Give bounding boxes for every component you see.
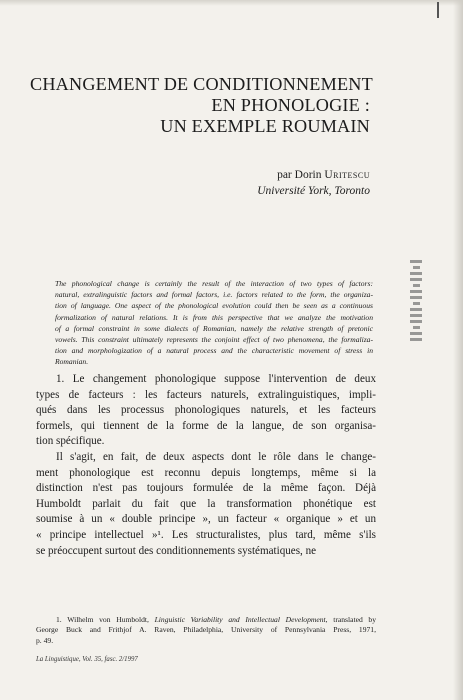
author-surname: Uritescu [324,169,370,181]
author-line [200,167,370,183]
paragraph-2-line: Il s'agit, en fait, de deux aspects dont le rôle dans le change- [56,450,376,463]
abstract-line: natural, extralinguistic factors and formal factors, i.e. factors related to the form, the organiza- [55,290,373,300]
article-title [30,74,373,137]
abstract-line: tion and morphologization of a natural process and the characteristic movement of stress in [55,346,373,356]
title-line-2: EN PHONOLOGIE : [211,95,370,115]
title-line-3: UN EXEMPLE ROUMAIN [160,116,370,136]
paragraph-2-line: « principe intellectuel »¹. Les structuralistes, plus tard, même s'ils [36,528,376,541]
journal-citation: La Linguistique, Vol. 35, fasc. 2/1997 [36,656,138,663]
abstract-line: vowels. This constraint ultimately represents the conjoint effect of two phenomena, the formaliza- [55,334,373,344]
paragraph-2-line: distinction n'est pas toujours formulée de la même façon. Déjà [36,482,376,495]
body-text [36,372,376,559]
footnote-line: George Buck and Frithjof A. Raven, Philadelphia, University of Pennsylvania Press, 1971, [36,625,376,635]
page-top-shadow [0,0,463,6]
abstract [55,278,373,368]
paragraph-1-line: 1. Le changement phonologique suppose l'intervention de deux [56,373,376,385]
title-line-1: CHANGEMENT DE CONDITIONNEMENT [30,74,373,94]
paragraph-2-line: soumise à un « double principe », un facteur « organique » et un [36,513,376,526]
abstract-line: tion of language. One aspect of the phonological evolution could then be seen as a continuous [55,301,373,311]
footnote-line: p. 49. [36,635,54,645]
scan-mark [437,2,439,18]
paragraph-1-line: qués dans les processus phonologiques naturels, et les facteurs [36,404,376,417]
paragraph-2-line: se préoccupent surtout des conditionnements systématiques, ne [36,544,317,557]
paragraph-2-line: ment phonologique est reconnu depuis longtemps, même si la [36,466,376,479]
footnote-line-end: translated by [333,615,377,624]
page-right-shadow [453,0,463,700]
abstract-line: formalization of natural relations. It is from this perspective that we analyze the motivation [55,312,373,322]
author-affiliation: Université York, Toronto [257,185,370,197]
paragraph-2-line: Humboldt parlait du fait que la transformation phonétique est [36,497,376,510]
footnote-line [36,615,376,625]
paragraph-1-line: formels, qui tiennent de la forme de la langue, de son organisa- [36,419,376,432]
abstract-line: of a formal constraint in some dialects of Romanian, namely the relative strength of pretonic [55,323,373,333]
abstract-line: Romanian. [55,357,89,367]
library-stamp-icon [407,258,425,376]
footnote-book-title: Linguistic Variability and Intellectual Development, [154,615,328,624]
abstract-line: The phonological change is certainly the result of the interaction of two types of factors: [55,279,373,288]
paragraph-1-line: types de facteurs : les facteurs naturels, extralinguistiques, impli- [36,388,376,401]
author-prefix: par Dorin [277,169,322,181]
paragraph-1-line: tion spécifique. [36,435,105,448]
footnote [36,615,376,646]
footnote-line-start: 1. Wilhelm von Humboldt, [56,615,149,624]
author-block [200,167,370,199]
